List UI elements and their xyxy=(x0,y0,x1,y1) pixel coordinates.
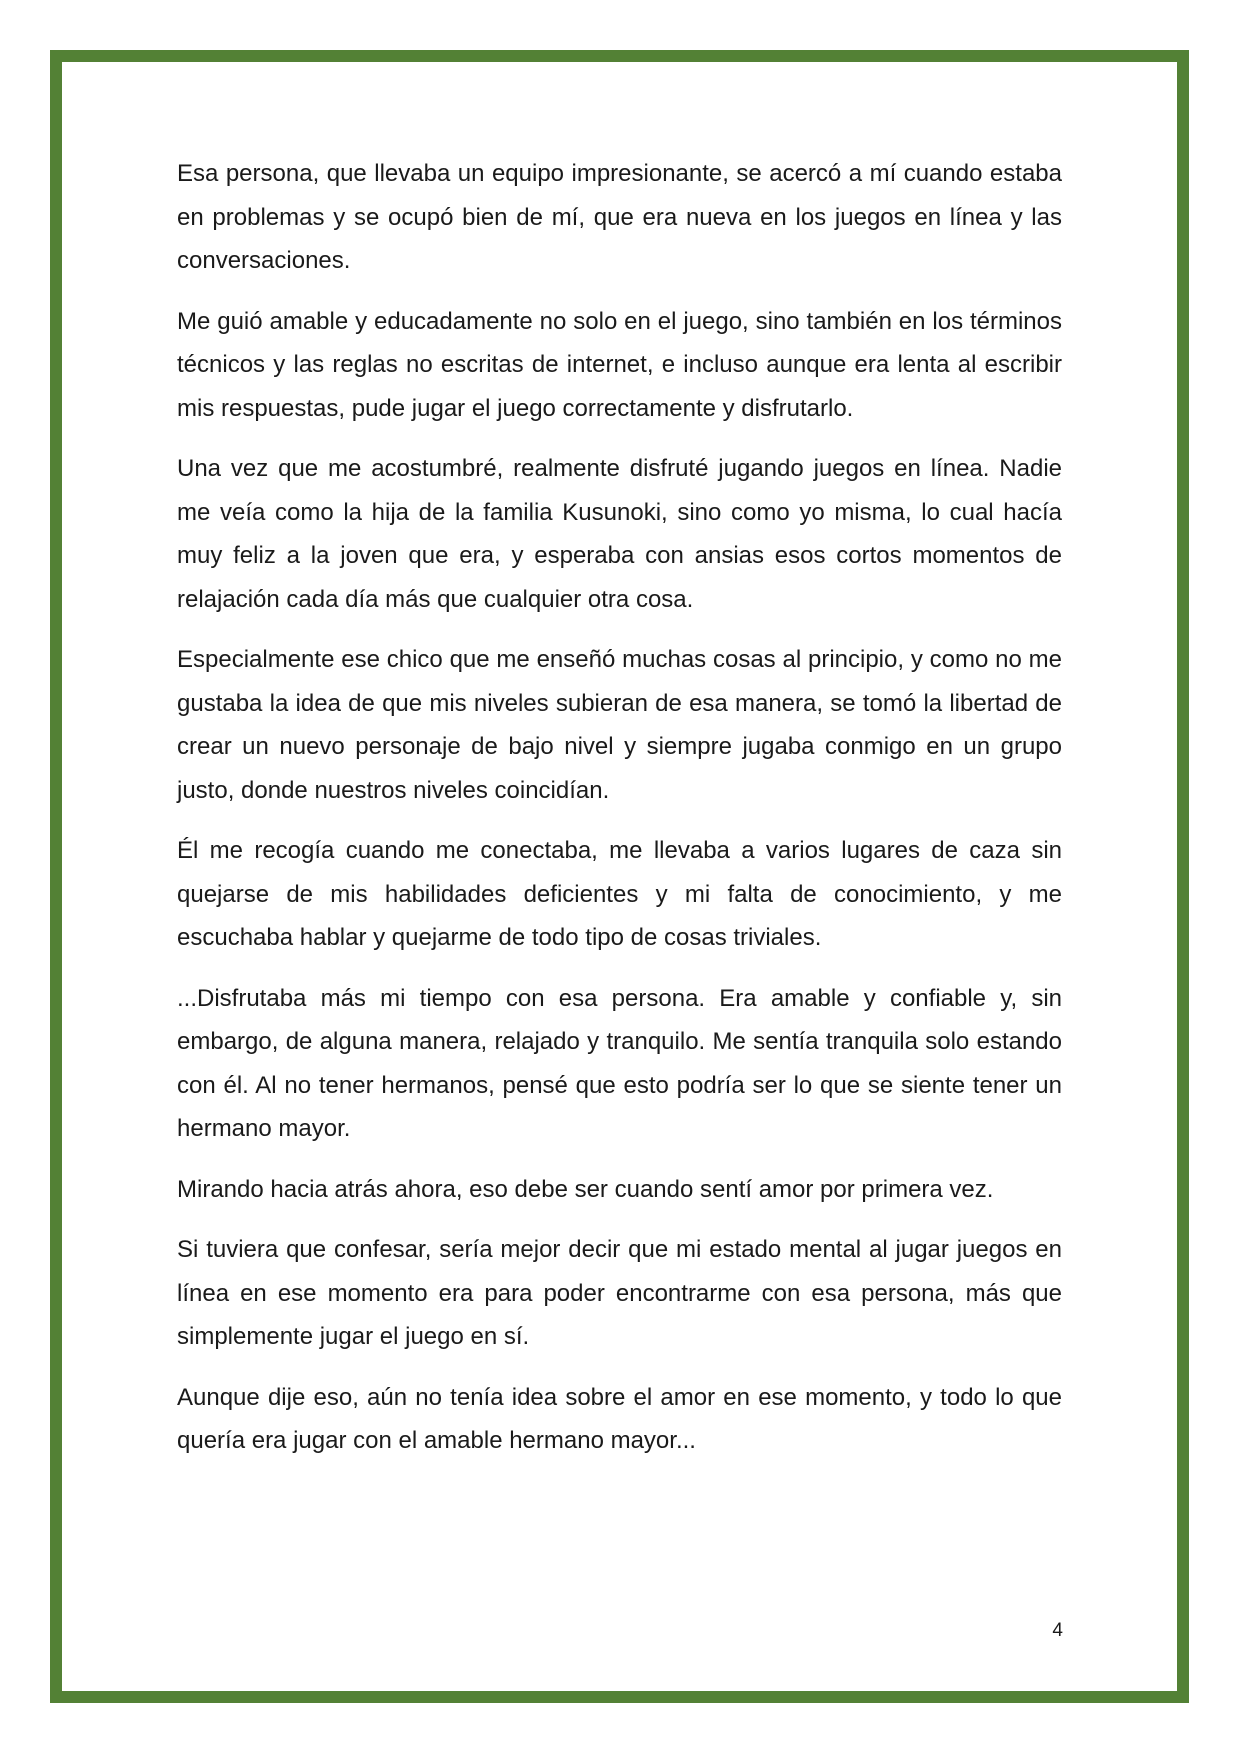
paragraph-8: Si tuviera que confesar, sería mejor decir que mi estado mental al jugar juegos en línea en ese momento era para poder encontrarme con esa persona, más que simplemente jugar el juego en sí. xyxy=(177,1236,1062,1350)
page-number: 4 xyxy=(1052,1620,1063,1641)
paragraph-2: Me guió amable y educadamente no solo en el juego, sino también en los términos técnicos y las reglas no escritas de internet, e incluso aunque era lenta al escribir mis respuestas, pude jugar el juego correctamente y disfrutarlo. xyxy=(177,307,1062,422)
paragraph-6: ...Disfrutaba más mi tiempo con esa persona. Era amable y confiable y, sin embargo, de alguna manera, relajado y tranquilo. Me sentía tranquila solo estando con él. Al no tener hermanos, pensé que esto podría ser lo que se siente tener un hermano mayor. xyxy=(177,984,1062,1142)
paragraph-4: Especialmente ese chico que me enseñó muchas cosas al principio, y como no me gustaba la idea de que mis niveles subieran de esa manera, se tomó la libertad de crear un nuevo personaje de bajo nivel y siempre jugaba conmigo en un grupo justo, donde nuestros niveles coincidían. xyxy=(177,646,1062,804)
paragraph-3: Una vez que me acostumbré, realmente disfruté jugando juegos en línea. Nadie me veía como la hija de la familia Kusunoki, sino como yo misma, lo cual hacía muy feliz a la joven que era, y esperaba con ansias esos cortos momentos de relajación cada día más que cualquier otra cosa. xyxy=(177,455,1062,613)
paragraph-5: Él me recogía cuando me conectaba, me llevaba a varios lugares de caza sin quejarse de mis habilidades deficientes y mi falta de conocimiento, y me escuchaba hablar y quejarme de todo tipo de cosas triviales. xyxy=(177,837,1062,951)
paragraph-7: Mirando hacia atrás ahora, eso debe ser cuando sentí amor por primera vez. xyxy=(177,1175,994,1203)
page-body xyxy=(177,152,1062,1480)
paragraph-9: Aunque dije eso, aún no tenía idea sobre el amor en ese momento, y todo lo que quería era jugar con el amable hermano mayor... xyxy=(177,1383,1062,1454)
paragraph-1: Esa persona, que llevaba un equipo impresionante, se acercó a mí cuando estaba en problemas y se ocupó bien de mí, que era nueva en los juegos en línea y las conversaciones. xyxy=(177,160,1062,274)
